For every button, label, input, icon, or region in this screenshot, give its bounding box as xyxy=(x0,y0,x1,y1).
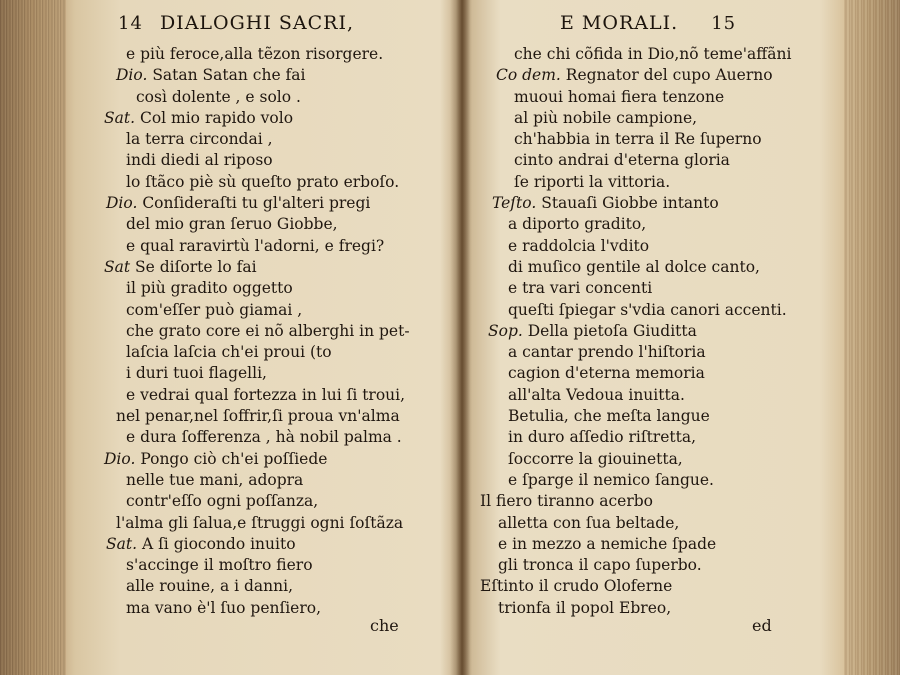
left-page xyxy=(70,0,458,675)
text-line xyxy=(462,555,842,576)
line-text: al più nobile campione, xyxy=(514,108,698,127)
line-text: nel penar,nel ſoffrir,ſi proua vn'alma xyxy=(116,407,400,426)
text-line xyxy=(70,44,458,65)
line-text: cagion d'eterna memoria xyxy=(508,364,705,383)
speaker-label: Teſto. xyxy=(492,194,537,213)
line-text: s'accinge il moſtro fiero xyxy=(126,556,313,575)
text-line xyxy=(70,87,458,108)
text-line xyxy=(462,513,842,534)
text-line xyxy=(462,534,842,555)
line-text: alletta con ſua beltade, xyxy=(498,513,680,532)
line-text: Betulia, che meſta langue xyxy=(508,407,710,426)
line-text: ſoccorre la giouinetta, xyxy=(508,449,683,468)
text-line xyxy=(70,342,458,363)
line-text: Della pietoſa Giuditta xyxy=(527,321,697,340)
left-running-title: DIALOGHI SACRI, xyxy=(159,12,355,34)
text-line xyxy=(70,108,458,129)
right-running-head xyxy=(560,12,736,40)
line-text: l'alma gli ſalua,e ſtruggi ogni ſoſtãza xyxy=(116,513,404,532)
line-text: di muſico gentile al dolce canto, xyxy=(508,257,760,276)
text-line xyxy=(70,385,458,406)
line-text: il più gradito oggetto xyxy=(126,279,293,298)
right-page xyxy=(462,0,842,675)
line-text: ſe riporti la vittoria. xyxy=(514,172,671,191)
text-line xyxy=(462,278,842,299)
text-line xyxy=(70,491,458,512)
text-line xyxy=(70,363,458,384)
text-line xyxy=(70,193,458,214)
text-line xyxy=(462,193,842,214)
speaker-label: Co dem. xyxy=(496,66,561,85)
text-line xyxy=(462,491,842,512)
line-text: i duri tuoi flagelli, xyxy=(126,364,267,383)
text-line xyxy=(70,236,458,257)
line-text: muoui homai fiera tenzone xyxy=(514,87,725,106)
text-line xyxy=(70,534,458,555)
line-text: e in mezzo a nemiche ſpade xyxy=(498,534,717,553)
text-line xyxy=(462,300,842,321)
text-line xyxy=(70,172,458,193)
line-text: la terra circondai , xyxy=(126,130,273,149)
left-page-number: 14 xyxy=(118,13,143,34)
line-text: nelle tue mani, adopra xyxy=(126,470,304,489)
line-text: Regnator del cupo Auerno xyxy=(565,66,773,85)
text-line xyxy=(462,257,842,278)
text-line xyxy=(70,576,458,597)
line-text: contr'eſſo ogni poſſanza, xyxy=(126,492,319,511)
right-catchword: ed xyxy=(752,616,772,635)
speaker-label: Sat xyxy=(104,257,131,276)
text-line xyxy=(70,278,458,299)
text-line xyxy=(70,214,458,235)
left-page-edges xyxy=(0,0,66,675)
text-line xyxy=(462,44,842,65)
text-line xyxy=(462,321,842,342)
line-text: e tra vari concenti xyxy=(508,279,653,298)
line-text: e più feroce,alla tẽzon risorgere. xyxy=(126,45,384,63)
speaker-label: Dio. xyxy=(106,194,138,213)
line-text: com'eſſer può giamai , xyxy=(126,300,303,319)
line-text: Conſideraſti tu gl'alteri pregi xyxy=(142,194,371,213)
text-line xyxy=(70,427,458,448)
line-text: Pongo ciò ch'ei poſſiede xyxy=(140,449,328,468)
left-running-head xyxy=(118,12,354,40)
line-text: cinto andrai d'eterna gloria xyxy=(514,151,730,170)
text-line xyxy=(462,470,842,491)
line-text: e dura ſofferenza , hà nobil palma . xyxy=(126,428,402,447)
line-text: che chi cõfida in Dio,nõ teme'affãni xyxy=(514,45,792,63)
text-line xyxy=(462,385,842,406)
line-text: Stauaſi Giobbe intanto xyxy=(541,194,719,213)
text-line xyxy=(462,342,842,363)
line-text: così dolente , e solo . xyxy=(136,87,301,106)
text-line xyxy=(462,108,842,129)
line-text: A ſi giocondo inuito xyxy=(141,534,296,553)
line-text: laſcia laſcia ch'ei proui (to xyxy=(126,343,332,362)
text-line xyxy=(70,321,458,342)
text-line xyxy=(462,129,842,150)
text-line xyxy=(70,300,458,321)
line-text: lo ſtãco piè sù queſto prato erboſo. xyxy=(126,172,400,191)
line-text: a diporto gradito, xyxy=(508,215,647,234)
line-text: che grato core ei nõ alberghi in pet- xyxy=(126,321,410,340)
text-line xyxy=(462,150,842,171)
line-text: ch'habbia in terra il Re ſuperno xyxy=(514,130,762,149)
text-line xyxy=(70,150,458,171)
text-line xyxy=(70,406,458,427)
text-line xyxy=(462,576,842,597)
line-text: e qual raravirtù l'adorni, e fregi? xyxy=(126,236,385,255)
text-line xyxy=(462,406,842,427)
left-text-block xyxy=(70,44,458,619)
line-text: Col mio rapido volo xyxy=(139,108,294,127)
speaker-label: Sat. xyxy=(106,534,138,553)
text-line xyxy=(462,172,842,193)
text-line xyxy=(462,598,842,619)
speaker-label: Sop. xyxy=(488,321,523,340)
line-text: alle rouine, a i danni, xyxy=(126,577,294,596)
text-line xyxy=(70,129,458,150)
text-line xyxy=(462,87,842,108)
text-line xyxy=(462,65,842,86)
right-page-edges xyxy=(844,0,900,675)
text-line xyxy=(70,513,458,534)
line-text: a cantar prendo l'hiſtoria xyxy=(508,343,706,362)
text-line xyxy=(70,555,458,576)
text-line xyxy=(462,427,842,448)
line-text: queſti ſpiegar s'vdia canori accenti. xyxy=(508,300,787,319)
line-text: del mio gran ſeruo Giobbe, xyxy=(126,215,338,234)
right-page-number: 15 xyxy=(711,13,737,34)
text-line xyxy=(70,470,458,491)
left-catchword: che xyxy=(370,616,399,635)
right-text-block xyxy=(462,44,842,619)
line-text: gli tronca il capo ſuperbo. xyxy=(498,556,702,575)
line-text: e vedrai qual fortezza in lui ſi troui, xyxy=(126,385,406,404)
text-line xyxy=(462,236,842,257)
right-running-title: E MORALI. xyxy=(560,12,679,34)
line-text: Eſtinto il crudo Oloferne xyxy=(480,577,673,596)
text-line xyxy=(70,598,458,619)
speaker-label: Dio. xyxy=(104,449,136,468)
text-line xyxy=(462,363,842,384)
line-text: e raddolcia l'vdito xyxy=(508,236,650,255)
line-text: ma vano è'l ſuo penſiero, xyxy=(126,598,322,617)
line-text: trionfa il popol Ebreo, xyxy=(498,598,672,617)
line-text: in duro aſſedio riſtretta, xyxy=(508,428,697,447)
line-text: all'alta Vedoua inuitta. xyxy=(508,385,685,404)
line-text: Satan Satan che fai xyxy=(152,66,306,85)
line-text: Il fiero tiranno acerbo xyxy=(480,492,654,511)
speaker-label: Sat. xyxy=(104,108,136,127)
line-text: e ſparge il nemico ſangue. xyxy=(508,470,714,489)
line-text: indi diedi al riposo xyxy=(126,151,273,170)
text-line xyxy=(70,449,458,470)
text-line xyxy=(70,65,458,86)
text-line xyxy=(70,257,458,278)
text-line xyxy=(462,449,842,470)
speaker-label: Dio. xyxy=(116,66,148,85)
text-line xyxy=(462,214,842,235)
line-text: Se diſorte lo fai xyxy=(135,257,257,276)
